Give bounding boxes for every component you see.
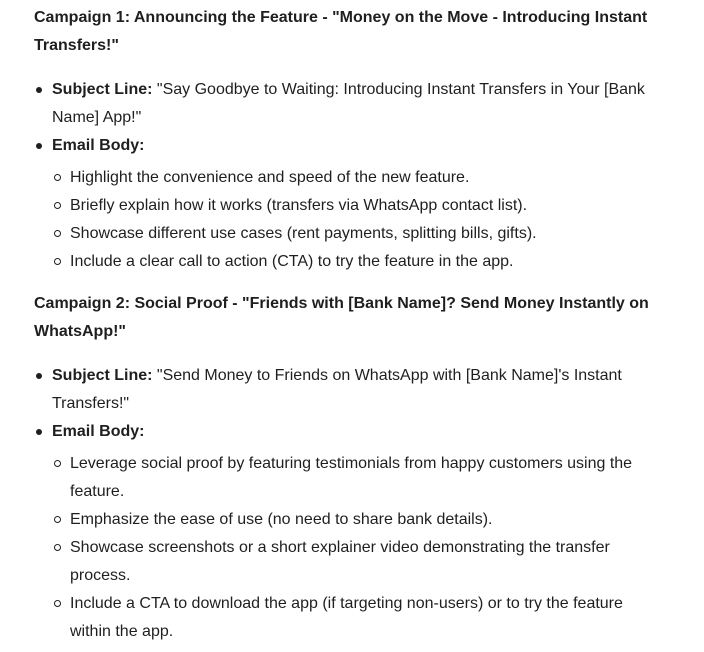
email-body-list bbox=[52, 450, 664, 646]
campaign-section-2 bbox=[34, 290, 664, 646]
subject-line-text: "Say Goodbye to Waiting: Introducing Instant Transfers in Your [Bank Name] App!" bbox=[52, 81, 645, 126]
campaign-section-1 bbox=[34, 4, 664, 276]
subject-line-label: Subject Line: bbox=[52, 81, 153, 98]
campaign-heading: Campaign 1: Announcing the Feature - "Money on the Move - Introducing Instant Transfers!" bbox=[34, 9, 648, 54]
email-body-point: Include a clear call to action (CTA) to try the feature in the app. bbox=[70, 248, 664, 276]
email-body-point: Include a CTA to download the app (if targeting non-users) or to try the feature within the app. bbox=[70, 590, 664, 646]
email-body-point: Leverage social proof by featuring testimonials from happy customers using the feature. bbox=[70, 450, 664, 506]
email-body-label: Email Body: bbox=[52, 137, 145, 154]
email-body-item bbox=[52, 418, 664, 646]
email-body-point: Showcase screenshots or a short explainer video demonstrating the transfer process. bbox=[70, 534, 664, 590]
email-body-item bbox=[52, 132, 664, 276]
email-body-point: Briefly explain how it works (transfers via WhatsApp contact list). bbox=[70, 192, 664, 220]
email-body-list bbox=[52, 164, 664, 276]
campaign-details-list bbox=[34, 76, 664, 276]
subject-line-item bbox=[52, 362, 664, 418]
subject-line-text: "Send Money to Friends on WhatsApp with [Bank Name]'s Instant Transfers!" bbox=[52, 367, 622, 412]
email-body-point: Showcase different use cases (rent payments, splitting bills, gifts). bbox=[70, 220, 664, 248]
email-body-point: Highlight the convenience and speed of the new feature. bbox=[70, 164, 664, 192]
subject-line-label: Subject Line: bbox=[52, 367, 153, 384]
email-body-point: Emphasize the ease of use (no need to share bank details). bbox=[70, 506, 664, 534]
campaign-details-list bbox=[34, 362, 664, 646]
campaign-heading: Campaign 2: Social Proof - "Friends with [Bank Name]? Send Money Instantly on WhatsApp!" bbox=[34, 295, 649, 340]
email-body-label: Email Body: bbox=[52, 423, 145, 440]
subject-line-item bbox=[52, 76, 664, 132]
